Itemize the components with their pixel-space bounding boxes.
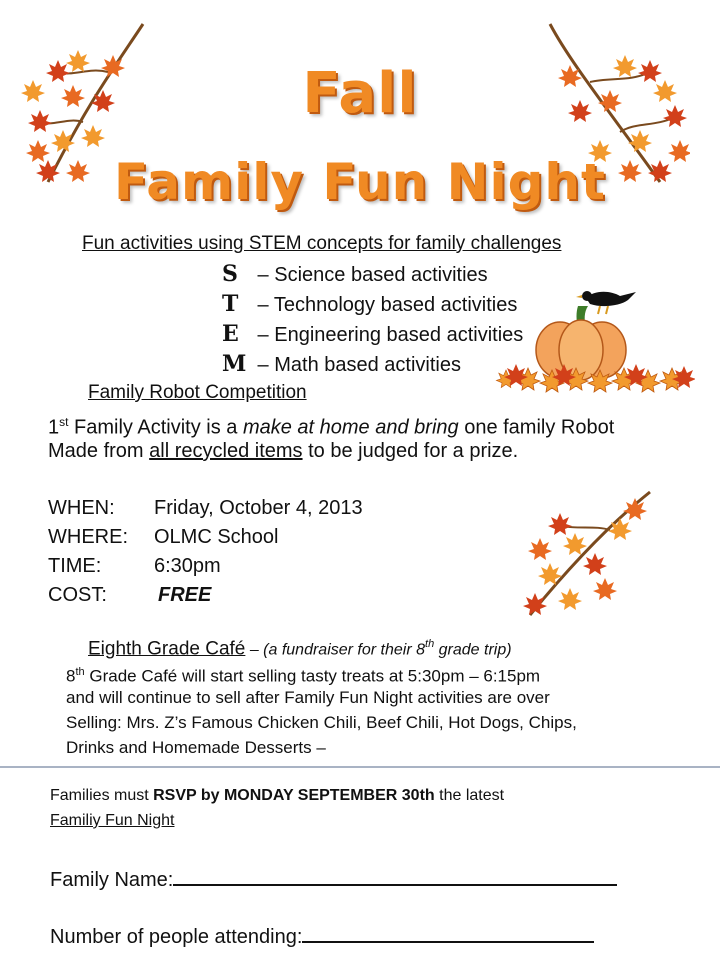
detail-cost-value: FREE bbox=[158, 584, 212, 606]
detail-when-value: Friday, October 4, 2013 bbox=[154, 497, 363, 519]
title-family-fun-night: Family Fun Night bbox=[114, 153, 606, 211]
cafe-note-pre: – (a fundraiser for their 8 bbox=[245, 641, 426, 659]
title-fall: Fall bbox=[302, 61, 418, 126]
cafe-line-1-num: 8 bbox=[66, 666, 76, 686]
rsvp-pre: Families must bbox=[50, 787, 154, 804]
cafe-line-1-rest: Grade Café will start selling tasty treats at 5:30pm – 6:15pm bbox=[84, 666, 541, 686]
robot-line-2-underline: all recycled items bbox=[149, 440, 303, 462]
detail-time bbox=[48, 552, 363, 580]
cafe-line-4: Drinks and Homemade Desserts – bbox=[66, 738, 326, 757]
robot-line-1-sup: st bbox=[59, 415, 69, 429]
family-name-row bbox=[50, 864, 617, 894]
people-attending-label: Number of people attending: bbox=[50, 926, 303, 948]
detail-where-value: OLMC School bbox=[154, 526, 279, 548]
stem-list bbox=[222, 260, 523, 380]
detail-time-label: TIME: bbox=[48, 555, 102, 577]
robot-line-1-num: 1 bbox=[48, 416, 60, 439]
cafe-note-post: grade trip) bbox=[434, 641, 512, 659]
stem-text-math: – Math based activities bbox=[252, 354, 461, 376]
rsvp-line-2: Familiy Fun Night bbox=[50, 812, 175, 829]
people-attending-field[interactable] bbox=[302, 921, 594, 943]
stem-text-technology: – Technology based activities bbox=[252, 294, 518, 316]
stem-row-science bbox=[222, 260, 523, 290]
detail-cost bbox=[48, 581, 363, 609]
event-details bbox=[48, 494, 363, 609]
section-divider bbox=[0, 766, 720, 768]
robot-line-1-post: one family Robot bbox=[458, 416, 615, 439]
robot-heading: Family Robot Competition bbox=[88, 382, 307, 403]
detail-cost-label: COST: bbox=[48, 584, 107, 606]
cafe-line-1-sup: th bbox=[75, 666, 85, 678]
cafe-line-2: and will continue to sell after Family Fun Night activities are over bbox=[66, 688, 550, 707]
stem-row-engineering bbox=[222, 320, 523, 350]
robot-line-2-post: to be judged for a prize. bbox=[302, 440, 519, 462]
cafe-heading: Eighth Grade Café bbox=[88, 638, 246, 660]
detail-when bbox=[48, 494, 363, 522]
cafe-line-3: Selling: Mrs. Z’s Famous Chicken Chili, Beef Chili, Hot Dogs, Chips, bbox=[66, 713, 577, 732]
stem-letter-m: M bbox=[222, 351, 247, 377]
detail-when-label: WHEN: bbox=[48, 497, 115, 519]
stem-letter-e: E bbox=[222, 321, 239, 347]
people-attending-row bbox=[50, 921, 594, 951]
stem-row-technology bbox=[222, 290, 523, 320]
family-name-field[interactable] bbox=[173, 864, 617, 886]
robot-line-2 bbox=[48, 437, 518, 465]
maple-branch-middle-right bbox=[515, 490, 655, 625]
cafe-note-sup: th bbox=[425, 638, 435, 650]
robot-line-1-italic: make at home and bring bbox=[242, 416, 459, 439]
detail-time-value: 6:30pm bbox=[154, 555, 221, 577]
robot-line-1-pre: Family Activity is a bbox=[68, 416, 243, 439]
robot-line-2-pre: Made from bbox=[48, 440, 150, 462]
intro-line: Fun activities using STEM concepts for family challenges bbox=[82, 233, 562, 254]
rsvp-deadline: RSVP by MONDAY SEPTEMBER 30th bbox=[153, 787, 435, 804]
stem-letter-t: T bbox=[222, 291, 239, 317]
stem-row-math bbox=[222, 350, 523, 380]
stem-letter-s: S bbox=[222, 261, 238, 287]
family-name-label: Family Name: bbox=[50, 869, 174, 891]
stem-text-science: – Science based activities bbox=[252, 264, 488, 286]
detail-where bbox=[48, 523, 363, 551]
stem-text-engineering: – Engineering based activities bbox=[252, 324, 524, 346]
detail-where-label: WHERE: bbox=[48, 526, 128, 548]
rsvp-post: the latest bbox=[434, 787, 505, 804]
rsvp-line-1 bbox=[50, 783, 504, 808]
